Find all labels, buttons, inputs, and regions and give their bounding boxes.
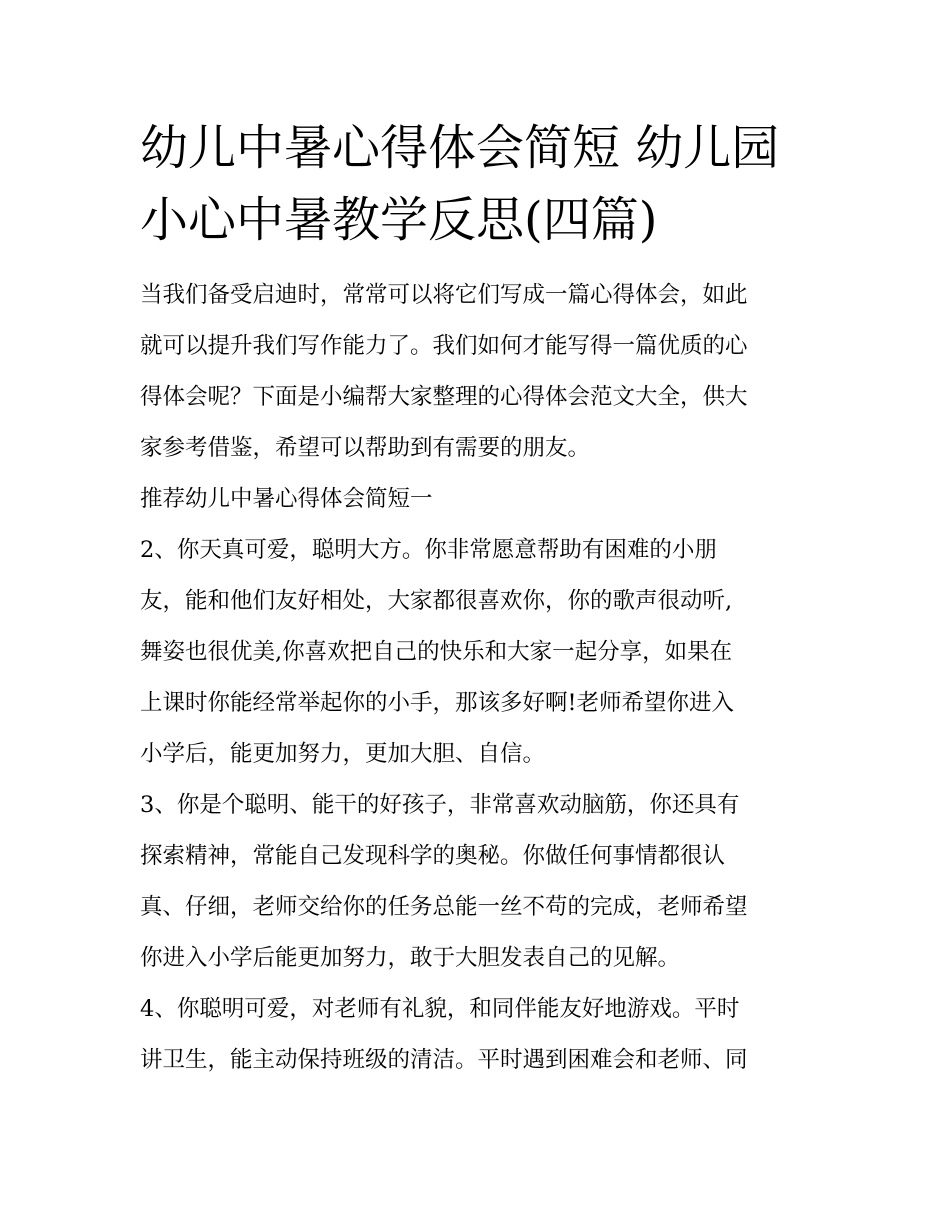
text-line: 舞姿也很优美,你喜欢把自己的快乐和大家一起分享，如果在 xyxy=(140,639,733,665)
document-content xyxy=(140,112,820,1086)
text-line: 真、仔细，老师交给你的任务总能一丝不苟的完成，老师希望 xyxy=(140,894,748,920)
text-line: 探索精神，常能自己发现科学的奥秘。你做任何事情都很认 xyxy=(140,843,726,869)
text-line: 小学后，能更加努力，更加大胆、自信。 xyxy=(140,741,546,767)
text-line: 3、你是个聪明、能干的好孩子，非常喜欢动脑筋，你还具有 xyxy=(140,792,740,818)
text-line: 就可以提升我们写作能力了。我们如何才能写得一篇优质的心 xyxy=(140,333,748,359)
title-line: 小心中暑教学反思(四篇) xyxy=(140,192,658,248)
list-item-3 xyxy=(140,780,820,984)
list-item-2 xyxy=(140,525,820,780)
text-line: 得体会呢？下面是小编帮大家整理的心得体会范文大全，供大 xyxy=(140,384,748,410)
text-line: 讲卫生，能主动保持班级的清洁。平时遇到困难会和老师、同 xyxy=(140,1047,748,1073)
text-line: 推荐幼儿中暑心得体会简短一 xyxy=(140,486,433,512)
text-line: 家参考借鉴，希望可以帮助到有需要的朋友。 xyxy=(140,435,591,461)
text-line: 4、你聪明可爱，对老师有礼貌，和同伴能友好地游戏。平时 xyxy=(140,996,740,1022)
title-line: 幼儿中暑心得体会简短 幼儿园 xyxy=(140,120,780,176)
text-line: 友，能和他们友好相处，大家都很喜欢你，你的歌声很动听, xyxy=(140,588,733,614)
document-body xyxy=(140,270,820,1086)
list-item-4 xyxy=(140,984,820,1086)
text-line: 你进入小学后能更加努力，敢于大胆发表自己的见解。 xyxy=(140,945,681,971)
section-heading xyxy=(140,474,820,525)
text-line: 2、你天真可爱，聪明大方。你非常愿意帮助有困难的小朋 xyxy=(140,537,717,563)
document-title xyxy=(140,112,820,256)
text-line: 上课时你能经常举起你的小手，那该多好啊!老师希望你进入 xyxy=(140,690,735,716)
text-line: 当我们备受启迪时，常常可以将它们写成一篇心得体会，如此 xyxy=(140,282,748,308)
intro-paragraph xyxy=(140,270,820,474)
